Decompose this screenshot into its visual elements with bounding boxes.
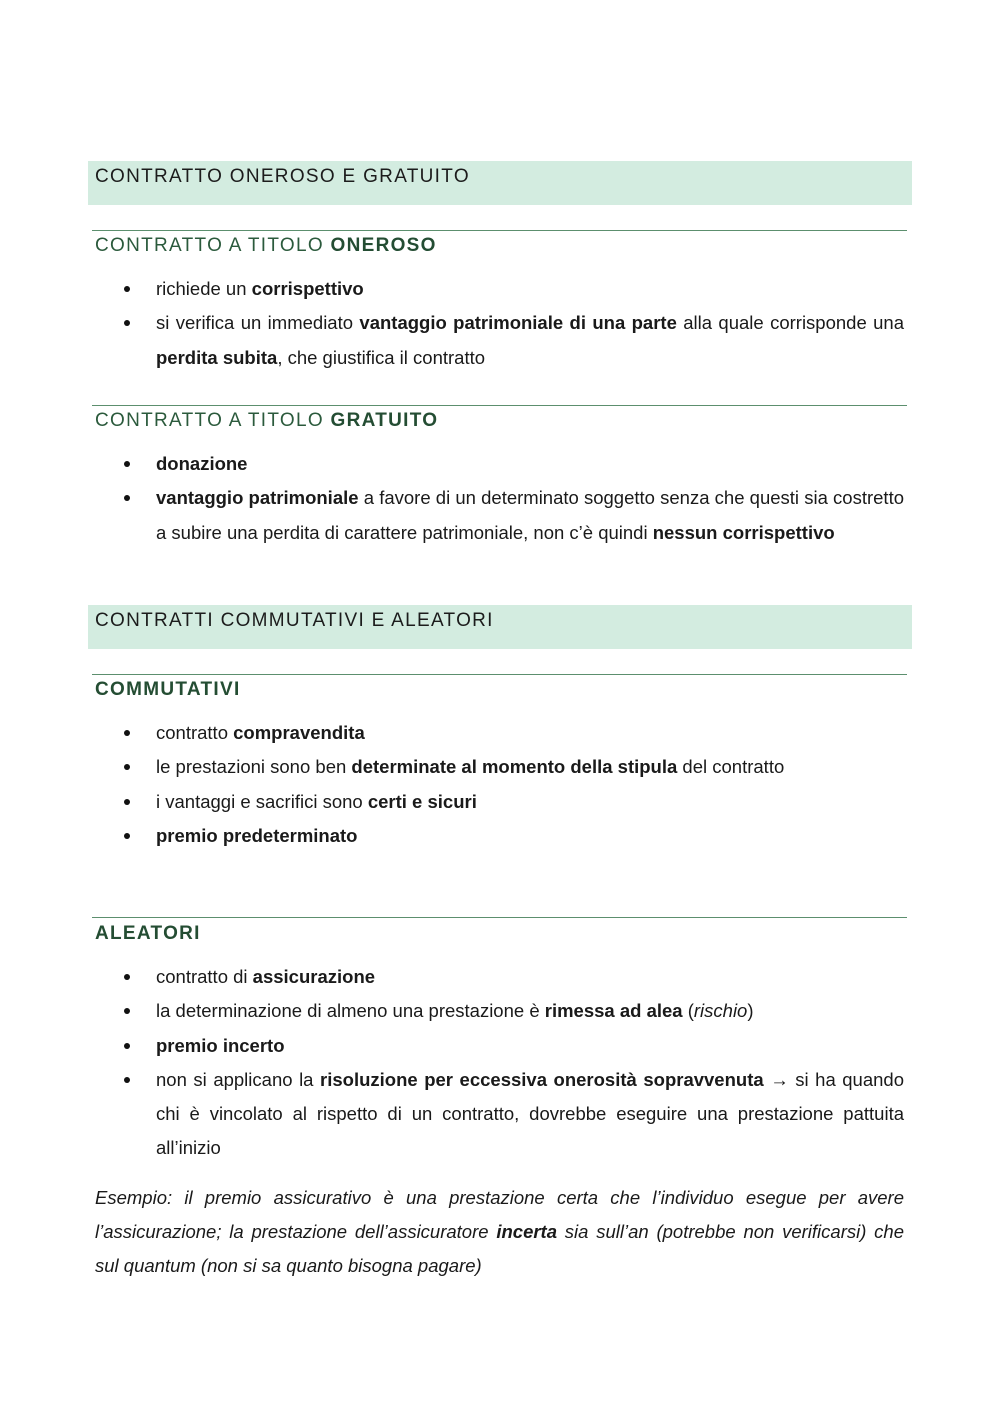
section-title: CONTRATTI COMMUTATIVI E ALEATORI <box>95 610 494 631</box>
subsection-rule <box>92 405 907 406</box>
subsection-heading-aleatori <box>95 923 201 945</box>
list-item: contratto compravendita <box>0 716 904 750</box>
list-item: i vantaggi e sacrifici sono certi e sicuri <box>0 785 904 819</box>
bullet-list-aleatori <box>0 960 1000 1166</box>
heading-light-text: CONTRATTO A TITOLO <box>95 235 331 256</box>
bullet-list-oneroso <box>0 272 1000 375</box>
heading-bold-text: GRATUITO <box>330 410 439 431</box>
list-item: premio predeterminato <box>0 819 904 853</box>
subsection-heading-gratuito <box>95 410 438 432</box>
list-item: contratto di assicurazione <box>0 960 904 994</box>
list-item: vantaggio patrimoniale a favore di un determinato soggetto senza che questi sia costretto a subire una perdita di carattere patrimoniale, non c’è quindi nessun corrispettivo <box>0 481 904 550</box>
list-item: richiede un corrispettivo <box>0 272 904 306</box>
heading-bold-text: ONEROSO <box>330 235 437 256</box>
list-item: premio incerto <box>0 1029 904 1063</box>
example-paragraph: Esempio: il premio assicurativo è una prestazione certa che l’individuo esegue per avere l’assicurazione; la prestazione dell’assicuratore incerta sia sull’an (potrebbe non verificarsi) che sul quantum (non si sa quanto bisogna pagare) <box>95 1187 904 1276</box>
list-item: si verifica un immediato vantaggio patrimoniale di una parte alla quale corrisponde una perdita subita, che giustifica il contratto <box>0 306 904 375</box>
list-item: non si applicano la risoluzione per eccessiva onerosità sopravvenuta → si ha quando chi è vincolato al rispetto di un contratto, dovrebbe eseguire una prestazione pattuita all’inizio <box>0 1063 904 1166</box>
bullet-list-gratuito <box>0 447 1000 550</box>
heading-bold-text: COMMUTATIVI <box>95 679 241 700</box>
subsection-heading-commutativi <box>95 679 241 701</box>
list-item: le prestazioni sono ben determinate al momento della stipula del contratto <box>0 750 904 784</box>
list-item: la determinazione di almeno una prestazione è rimessa ad alea (rischio) <box>0 994 904 1028</box>
subsection-rule <box>92 674 907 675</box>
bullet-list-commutativi <box>0 716 1000 853</box>
subsection-heading-oneroso <box>95 235 437 257</box>
subsection-rule <box>92 230 907 231</box>
section-title: CONTRATTO ONEROSO E GRATUITO <box>95 166 470 187</box>
heading-bold-text: ALEATORI <box>95 923 201 944</box>
list-item: donazione <box>0 447 904 481</box>
subsection-rule <box>92 917 907 918</box>
heading-light-text: CONTRATTO A TITOLO <box>95 410 331 431</box>
